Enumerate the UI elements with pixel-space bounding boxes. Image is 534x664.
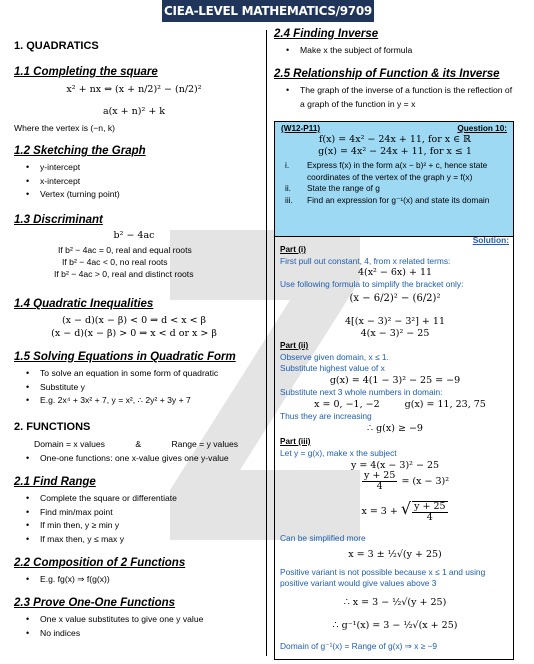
part-i-step1: First pull out constant, 4, from x related terms: [280,256,451,266]
vertex-form-formula: a(x + n)² + k [102,106,166,117]
part-iii-step3: Positive variant is not possible because x ≤ 1 and using positive variant would give values above 3 [280,567,486,588]
list-item: • Find min/max point [14,506,262,520]
banner-prefix: CIEA-LEVEL [164,4,242,18]
part-iii-eq3-lhs: x = 3 + [361,506,398,517]
finding-inverse-heading: 2.4 Finding Inverse [274,28,379,40]
question-part [285,183,507,195]
question-part-text: Express f(x) in the form a(x − b)² + c, hence state coordinates of the vertex of the graph y = f(x) [307,160,488,182]
part-iii-step2: Can be simplified more [280,533,366,543]
part-ii-eq1: g(x) = 4(1 − 3)² − 25 = −9 [329,375,461,386]
list-item: • y-intercept [14,161,254,175]
section-quadratics-title: 1. QUADRATICS [14,40,99,52]
part-ii-eq3: ∴ g(x) ≥ −9 [367,423,423,434]
part-iii-eq4: x = 3 ± ½√(y + 25) [348,549,442,560]
fraction-denominator: 4 [376,481,383,492]
header-banner [0,0,534,22]
question-parts [285,160,507,206]
part-iii-sqrt-fraction [412,501,447,523]
solution-heading: Solution: [472,235,509,245]
inequality-rule: (x − d)(x − β) > 0 ⇒ x < d or x > β [51,328,217,339]
composition-list [14,573,262,587]
part-iii-label: Part (iii) [280,437,311,446]
functions-list [14,452,262,466]
question-number: Question 10: [457,124,507,133]
composition-heading: 2.2 Composition of 2 Functions [14,557,186,569]
list-item: • If min then, y ≥ min y [14,519,262,533]
list-item: • Make x the subject of formula [274,44,524,58]
relationship-inverse-heading: 2.5 Relationship of Function & its Inverse [274,68,500,80]
part-i-eq4: 4(x − 3)² − 25 [360,328,430,339]
question-part-number: iii. [285,194,293,205]
part-iii-fraction [362,471,397,492]
part-ii-label: Part (ii) [280,341,309,350]
part-ii-eq2 [295,399,505,410]
question-part [285,195,507,207]
discriminant-heading: 1.3 Discriminant [14,214,103,226]
solution-box [274,235,514,660]
range-definition: Range = y values [171,439,239,449]
question-part-text: Find an expression for g⁻¹(x) and state its domain [307,194,490,205]
section-functions-title: 2. FUNCTIONS [14,421,91,433]
discriminant-formula: b² − 4ac [113,230,155,241]
list-item: • To solve an equation in some form of quadratic [14,367,262,381]
list-item: • E.g. 2x⁴ + 3x² + 7, y = x², ∴ 2y² + 3y + 7 [14,394,262,408]
part-iii-eq5: ∴ x = 3 − ½√(y + 25) [343,597,447,608]
list-item: • Complete the square or differentiate [14,492,262,506]
domain-definition: Domain = x values [34,439,105,449]
part-ii-step1: Observe given domain, x ≤ 1. [280,352,389,362]
part-i-eq2: (x − 6/2)² − (6/2)² [349,293,441,304]
part-iii-eq1: y = 4(x − 3)² − 25 [350,460,440,471]
part-i-eq3: 4[(x − 3)² − 3²] + 11 [344,316,446,327]
completing-square-eq1: x² + nx ⇔ (x + n/2)² − (n/2)² [66,84,202,95]
part-ii-g-values: g(x) = 11, 23, 75 [404,399,486,410]
discriminant-rule: If b² − 4ac = 0, real and equal roots [58,245,192,255]
part-i-step2: Use following formula to simplify the bracket only: [280,279,464,289]
part-ii-step3: Substitute next 3 whole numbers in domain: [280,387,443,397]
question-f-definition: f(x) = 4x² − 24x + 11, for x ∈ ℝ [318,134,472,145]
completing-square-heading: 1.1 Completing the square [14,66,158,78]
sketching-graph-list [14,161,254,202]
list-item: • Vertex (turning point) [14,188,254,202]
discriminant-rule: If b² − 4ac < 0, no real roots [62,257,168,267]
question-part-number: ii. [285,183,291,193]
find-range-heading: 2.1 Find Range [14,476,96,488]
list-item: • No indices [14,627,262,641]
prove-one-one-heading: 2.3 Prove One-One Functions [14,597,176,609]
question-part-number: i. [285,160,290,170]
quadratic-form-list [14,367,262,408]
question-reference: (W12-P11) [281,124,321,133]
list-item: • One x value substitutes to give one y value [14,613,262,627]
list-item: • If max then, y ≤ max y [14,533,262,547]
finding-inverse-list [274,44,524,58]
part-iii-eq2 [325,471,485,492]
part-ii-x-values: x = 0, −1, −2 [314,399,380,410]
find-range-list [14,492,262,546]
inequalities-rules [34,314,234,340]
part-i-label: Part (i) [280,245,306,254]
part-iii-domain-note: Domain of g⁻¹(x) = Range of g(x) ⇒ x ≥ −9 [280,641,438,651]
part-iii-eq2-rhs: = (x − 3)² [401,476,450,487]
domain-range-line [34,438,264,450]
banner-subject: MATHEMATICS/9709 [241,4,372,18]
list-item: • Substitute y [14,381,262,395]
list-item: • The graph of the inverse of a function is the reflection of a graph of the function in y = x [274,84,514,111]
question-part-text: State the range of g [307,183,380,193]
fraction-numerator: y + 25 [414,500,446,512]
list-item: • One-one functions: one x-value gives one y-value [14,452,262,466]
prove-one-one-list [14,613,262,640]
question-box [274,121,514,237]
list-item: • E.g. fg(x) ⇒ f(g(x)) [14,573,262,587]
part-iii-eq6: ∴ g⁻¹(x) = 3 − ½√(x + 25) [332,620,458,631]
part-ii-step2: Substitute highest value of x [280,363,385,373]
part-ii-step4: Thus they are increasing [280,411,372,421]
part-i-eq1: 4(x² − 6x) + 11 [357,267,433,278]
ampersand: & [135,439,142,449]
fraction-denominator: 4 [426,511,433,523]
part-iii-step1: Let y = g(x), make x the subject [280,448,397,458]
completing-square-formula [54,84,214,95]
inequality-rule: (x − d)(x − β) < 0 ⇒ d < x < β [61,315,207,326]
banner-title [162,0,374,22]
part-iii-eq3 [325,499,485,523]
discriminant-rule: If b² − 4ac > 0, real and distinct roots [54,269,194,279]
fraction-numerator: y + 25 [363,470,396,481]
discriminant-rules [54,244,258,280]
vertex-note: Where the vertex is (−n, k) [14,123,116,133]
quadratic-form-heading: 1.5 Solving Equations in Quadratic Form [14,351,236,363]
sqrt-symbol: √ [400,499,412,518]
relationship-inverse-list [274,84,514,111]
list-item: • x-intercept [14,175,254,189]
column-divider [266,30,267,656]
sketching-graph-heading: 1.2 Sketching the Graph [14,145,146,157]
question-g-definition: g(x) = 4x² − 24x + 11, for x ≤ 1 [318,146,472,157]
quadratic-inequalities-heading: 1.4 Quadratic Inequalities [14,298,154,310]
question-part [285,160,507,183]
